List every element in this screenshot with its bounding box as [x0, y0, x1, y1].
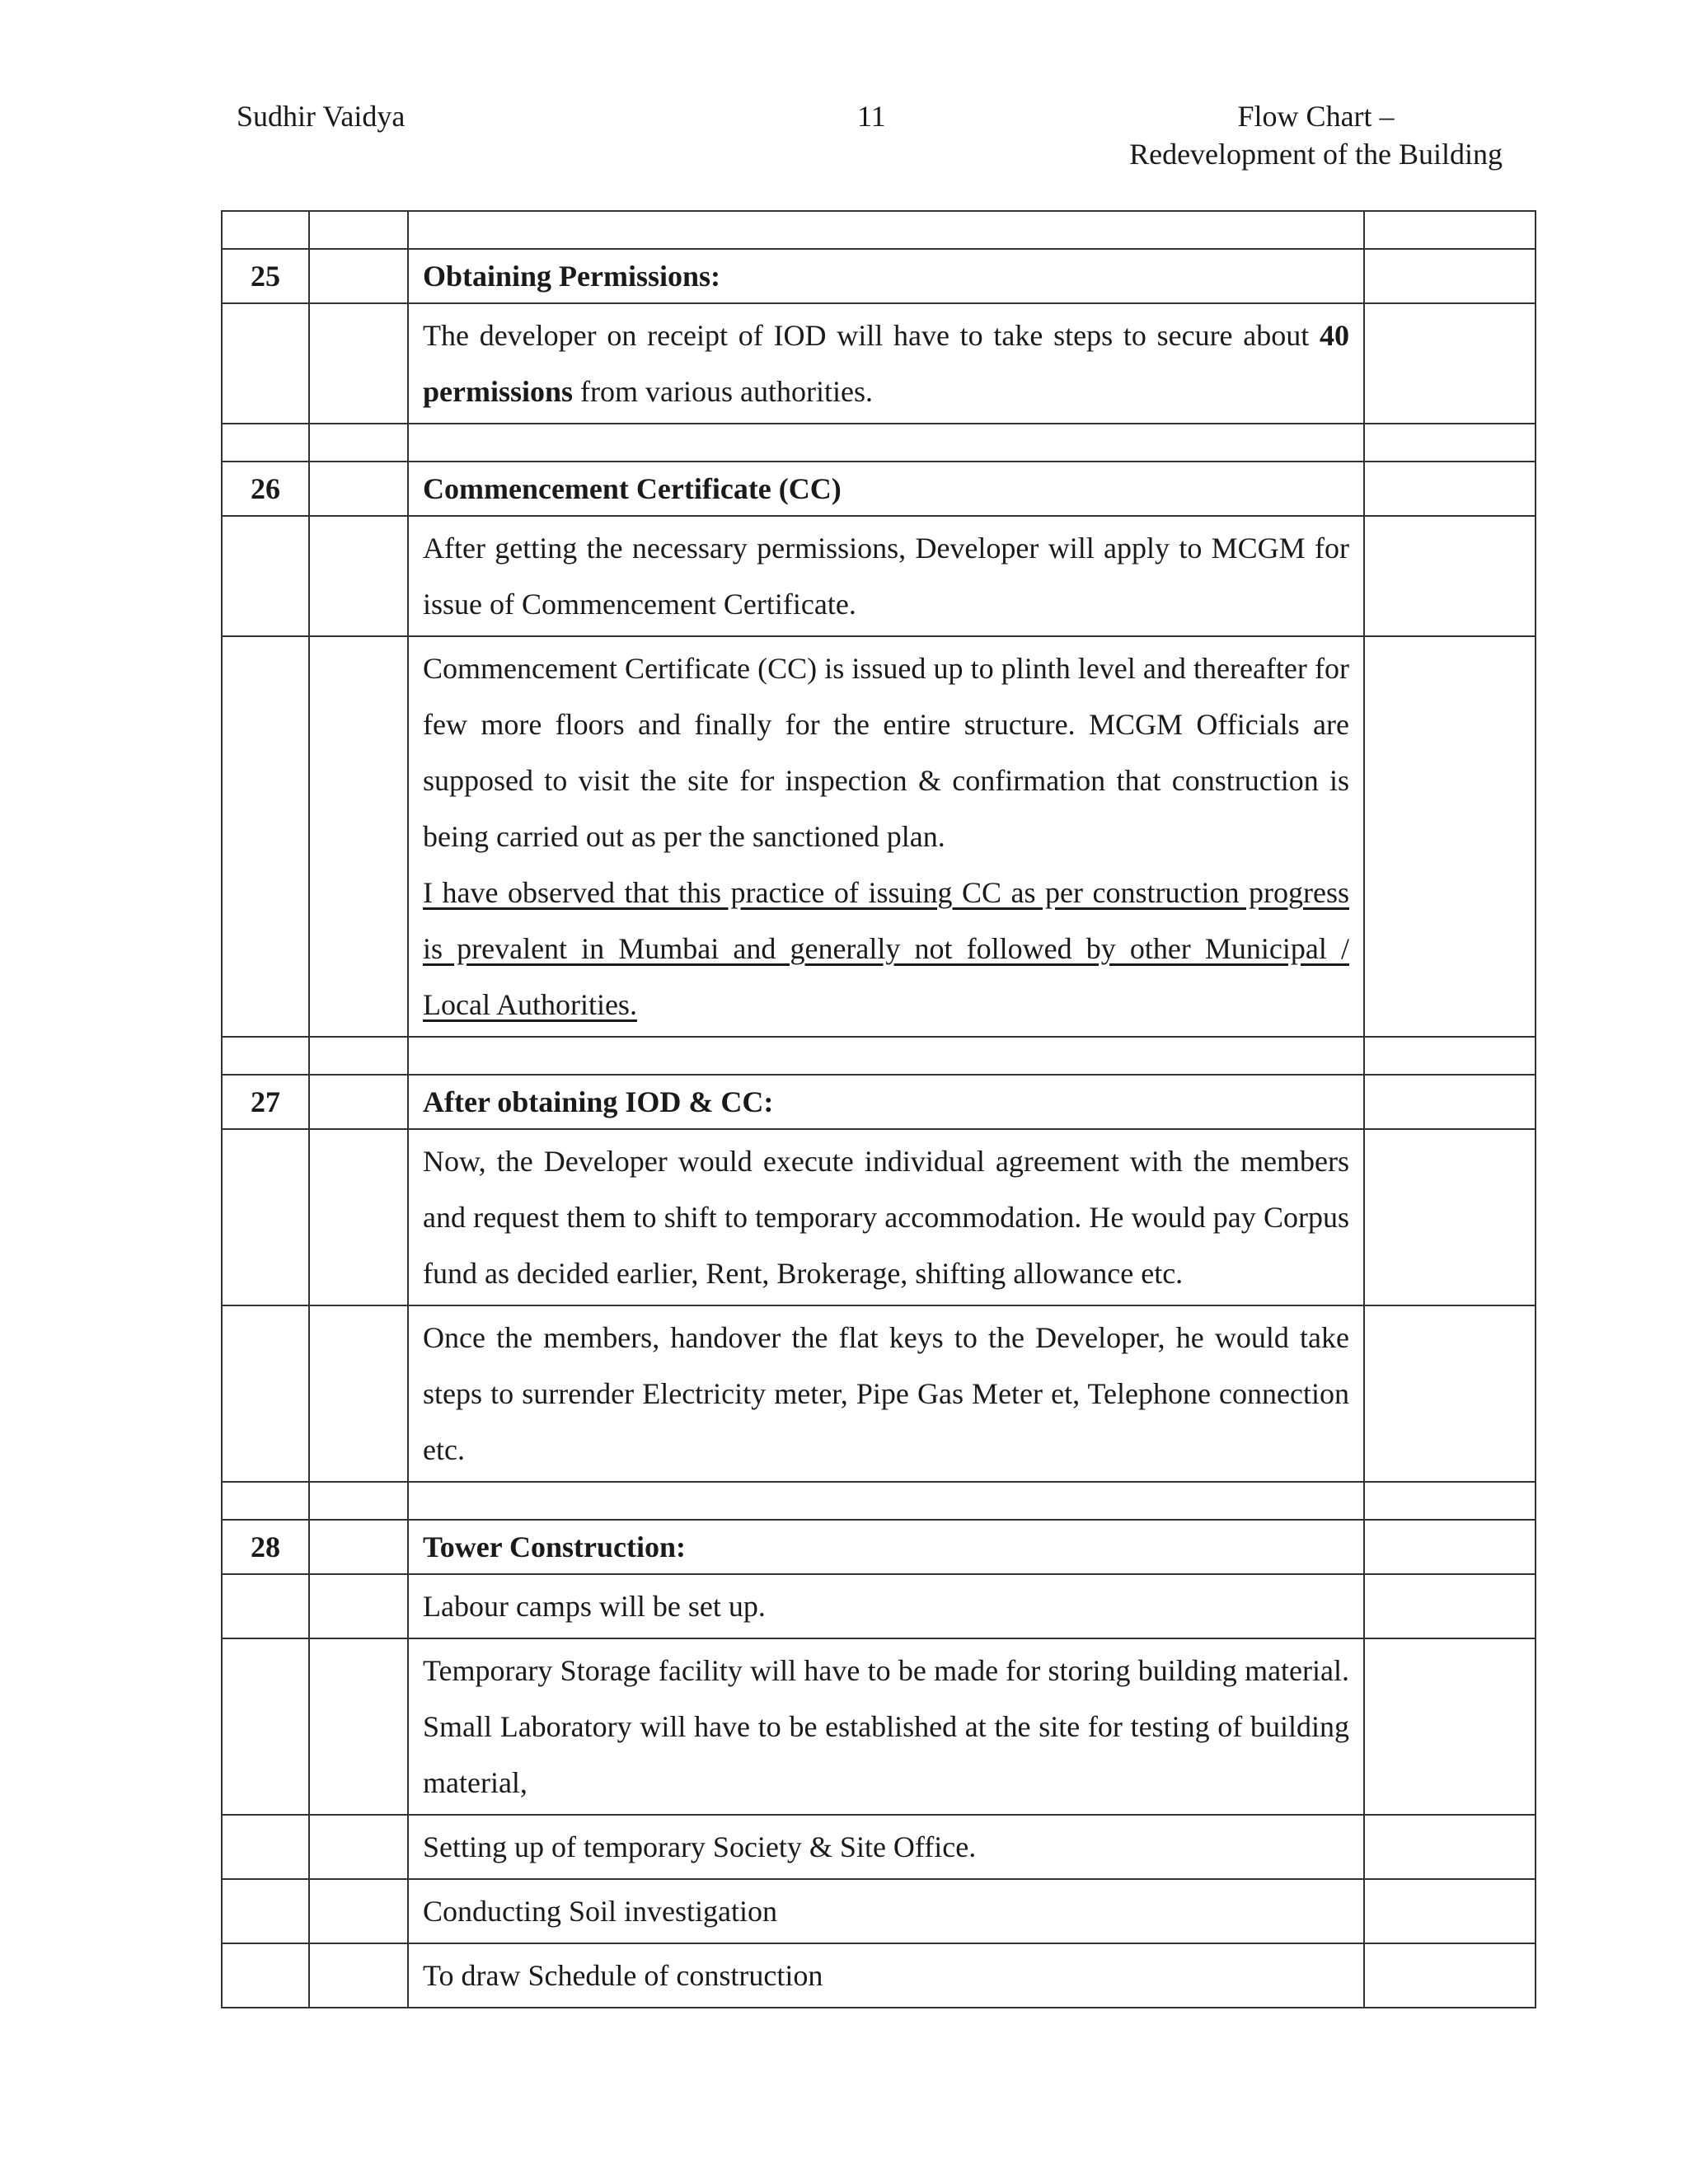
section-heading: Obtaining Permissions:	[408, 249, 1364, 303]
spacer-row	[222, 424, 1536, 462]
spacer-row	[222, 1037, 1536, 1075]
section-text	[408, 636, 1364, 1037]
section-text: Once the members, handover the flat keys to the Developer, he would take steps to surrender Electricity meter, Pipe Gas Meter et, Telephone connection etc.	[408, 1305, 1364, 1482]
section-text	[408, 303, 1364, 424]
table-row	[222, 636, 1536, 1037]
page-number: 11	[857, 100, 886, 133]
text-run: from various authorities.	[573, 375, 873, 408]
spacer-row	[222, 1482, 1536, 1520]
table-row	[222, 516, 1536, 636]
section-heading: Tower Construction:	[408, 1520, 1364, 1574]
section-text: To draw Schedule of construction	[408, 1943, 1364, 2008]
table-row	[222, 1879, 1536, 1943]
section-text: Setting up of temporary Society & Site Office.	[408, 1815, 1364, 1879]
section-text: After getting the necessary permissions, Developer will apply to MCGM for issue of Commencement Certificate.	[408, 516, 1364, 636]
flow-chart-table	[221, 210, 1536, 2008]
header-title	[1129, 97, 1503, 173]
section-25-heading-row	[222, 249, 1536, 303]
section-number: 27	[222, 1075, 309, 1129]
header-author: Sudhir Vaidya	[237, 100, 406, 133]
section-text: Labour camps will be set up.	[408, 1574, 1364, 1638]
table-row	[222, 1638, 1536, 1815]
table-row	[222, 303, 1536, 424]
table-row	[222, 1305, 1536, 1482]
text-run: The developer on receipt of IOD will have to take steps to secure about	[423, 319, 1320, 352]
bold-text: 40 permissions	[423, 319, 1349, 408]
section-number: 28	[222, 1520, 309, 1574]
header-title-line1: Flow Chart –	[1237, 100, 1395, 133]
table-row	[222, 1129, 1536, 1305]
table-row	[222, 1815, 1536, 1879]
section-heading: Commencement Certificate (CC)	[408, 462, 1364, 516]
section-number: 26	[222, 462, 309, 516]
table-row	[222, 1943, 1536, 2008]
section-text: Temporary Storage facility will have to be made for storing building material. Small Laboratory will have to be established at the site for testing of building material,	[408, 1638, 1364, 1815]
header-title-line2: Redevelopment of the Building	[1129, 138, 1503, 171]
underlined-note: I have observed that this practice of issuing CC as per construction progress is prevalent in Mumbai and generally not followed by other Municipal / Local Authorities.	[423, 876, 1349, 1021]
section-heading: After obtaining IOD & CC:	[408, 1075, 1364, 1129]
section-text: Conducting Soil investigation	[408, 1879, 1364, 1943]
section-26-heading-row	[222, 462, 1536, 516]
section-28-heading-row	[222, 1520, 1536, 1574]
section-text: Now, the Developer would execute individual agreement with the members and request them to shift to temporary accommodation. He would pay Corpus fund as decided earlier, Rent, Brokerage, shifting allowance etc.	[408, 1129, 1364, 1305]
section-27-heading-row	[222, 1075, 1536, 1129]
table-row	[222, 1574, 1536, 1638]
spacer-row	[222, 211, 1536, 249]
section-number: 25	[222, 249, 309, 303]
paragraph: Commencement Certificate (CC) is issued up to plinth level and thereafter for few more floors and finally for the entire structure. MCGM Officials are supposed to visit the site for inspection & confirmation that construction is being carried out as per the sanctioned plan.	[423, 652, 1349, 853]
